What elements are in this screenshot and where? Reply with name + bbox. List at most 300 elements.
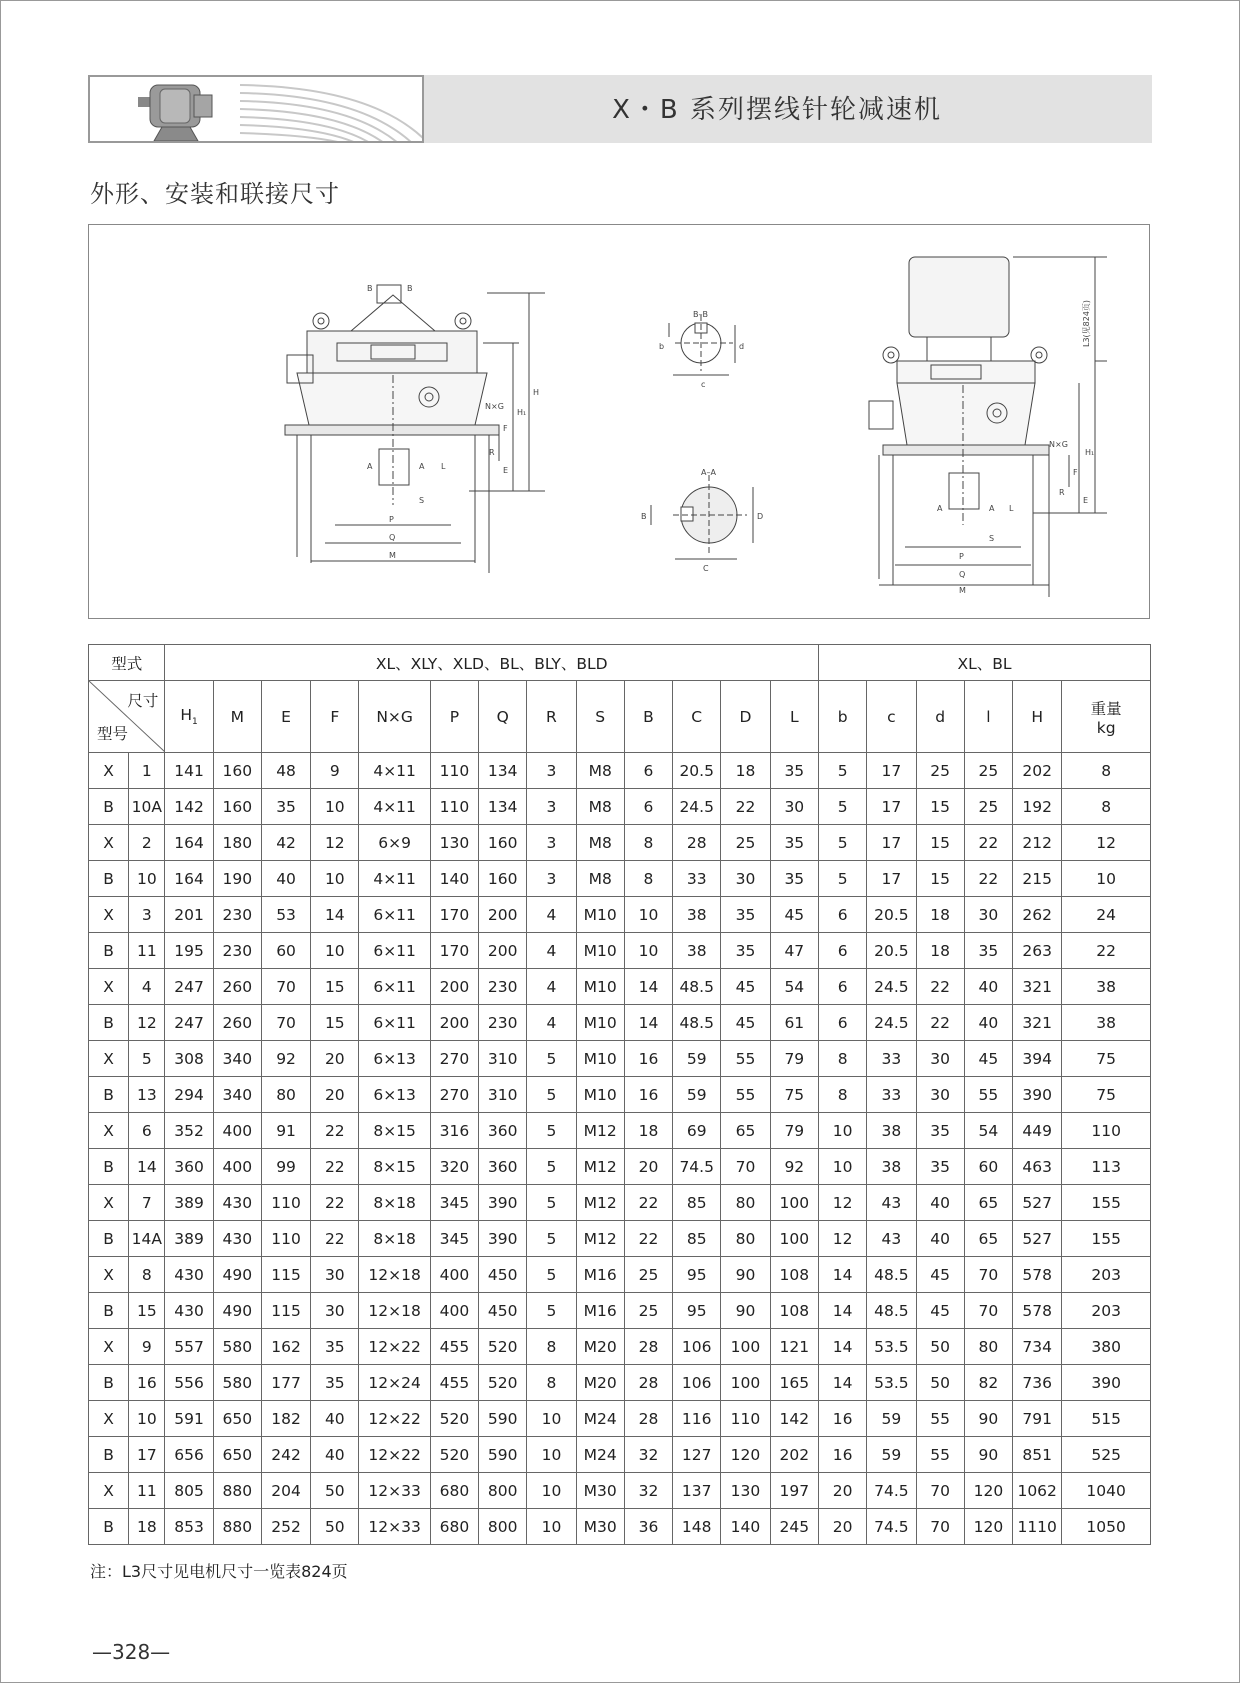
table-cell: 33 [673,861,721,897]
table-cell: 45 [964,1041,1012,1077]
table-row [89,1293,1151,1329]
table-cell: 212 [1013,825,1062,861]
col-header: D [721,681,770,753]
table-cell: 5 [819,789,867,825]
table-cell: 48 [261,753,310,789]
table-cell: 108 [770,1257,818,1293]
table-cell: B [89,1365,129,1401]
table-cell: 6 [624,789,672,825]
table-cell: 120 [964,1509,1012,1545]
table-cell: 310 [479,1041,527,1077]
table-cell: B [89,1149,129,1185]
table-cell: M24 [576,1437,624,1473]
table-cell: M10 [576,1041,624,1077]
table-cell: 38 [867,1149,916,1185]
label-d: d [739,342,745,351]
table-cell: 127 [673,1437,721,1473]
table-cell: X [89,1257,129,1293]
table-cell: 54 [964,1113,1012,1149]
table-cell: 35 [311,1365,359,1401]
table-cell: 20 [819,1509,867,1545]
table-cell: 310 [479,1077,527,1113]
table-cell: 80 [964,1329,1012,1365]
table-cell: 12×22 [359,1401,430,1437]
table-cell: 12×22 [359,1437,430,1473]
table-cell: 656 [165,1437,213,1473]
table-cell: 5 [527,1113,576,1149]
table-cell: 680 [430,1473,478,1509]
col-header: L [770,681,818,753]
col-header: d [916,681,964,753]
table-cell: 390 [1013,1077,1062,1113]
page-title: X・B 系列摆线针轮减速机 [612,95,942,125]
table-cell: 140 [721,1509,770,1545]
table-cell: 430 [165,1293,213,1329]
banner-logo-panel [88,75,424,143]
dimension-table [88,644,1151,1545]
table-cell: 55 [916,1401,964,1437]
table-cell: 14 [624,969,672,1005]
table-cell: M12 [576,1185,624,1221]
label-c: c [701,380,706,389]
label-A-right-right: A [989,504,995,513]
table-cell: 791 [1013,1401,1062,1437]
table-cell: 50 [916,1329,964,1365]
table-cell: 59 [867,1437,916,1473]
table-cell: 2 [129,825,165,861]
table-cell: 142 [770,1401,818,1437]
label-P-right: P [959,552,964,561]
table-cell: 5 [527,1149,576,1185]
label-A-left: A [367,462,373,471]
table-cell: 6 [624,753,672,789]
table-cell: 30 [311,1293,359,1329]
table-cell: M30 [576,1509,624,1545]
table-cell: 230 [213,897,261,933]
table-cell: 116 [673,1401,721,1437]
table-cell: 80 [261,1077,310,1113]
table-cell: 880 [213,1509,261,1545]
table-cell: 320 [430,1149,478,1185]
table-cell: 110 [721,1401,770,1437]
table-cell: 65 [721,1113,770,1149]
table-cell: 90 [721,1293,770,1329]
table-cell: 650 [213,1437,261,1473]
table-cell: 12×33 [359,1509,430,1545]
table-cell: 33 [867,1077,916,1113]
table-cell: 48.5 [867,1257,916,1293]
table-cell: 134 [479,753,527,789]
table-cell: 270 [430,1041,478,1077]
label-L3: L3(见824页) [1082,299,1091,347]
table-cell: 180 [213,825,261,861]
table-cell: 110 [261,1185,310,1221]
table-cell: 80 [721,1185,770,1221]
table-cell: 245 [770,1509,818,1545]
table-cell: 15 [129,1293,165,1329]
table-cell: 260 [213,1005,261,1041]
table-cell: 28 [624,1365,672,1401]
table-cell: 55 [721,1077,770,1113]
table-row [89,933,1151,969]
table-cell: 6 [819,897,867,933]
table-cell: 60 [964,1149,1012,1185]
table-cell: 5 [527,1041,576,1077]
table-cell: 6×11 [359,897,430,933]
table-cell: 15 [916,861,964,897]
table-cell: 5 [819,825,867,861]
table-cell: 734 [1013,1329,1062,1365]
table-cell: 6×13 [359,1041,430,1077]
table-cell: 100 [770,1221,818,1257]
label-AA: A–A [701,468,716,477]
table-cell: 650 [213,1401,261,1437]
table-cell: 24 [1062,897,1151,933]
table-cell: 3 [527,753,576,789]
header-banner [88,75,1152,143]
col-header: N×G [359,681,430,753]
table-cell: 43 [867,1185,916,1221]
table-cell: 10 [624,897,672,933]
table-cell: 177 [261,1365,310,1401]
table-cell: 14A [129,1221,165,1257]
table-cell: 450 [479,1293,527,1329]
table-cell: 92 [261,1041,310,1077]
table-cell: 16 [129,1365,165,1401]
table-row [89,1185,1151,1221]
table-cell: 48.5 [673,1005,721,1041]
table-cell: 110 [1062,1113,1151,1149]
table-cell: 50 [311,1509,359,1545]
table-cell: 70 [916,1509,964,1545]
table-cell: 380 [1062,1329,1151,1365]
corner-label-model: 型号 [97,725,129,743]
table-cell: 35 [770,861,818,897]
table-cell: 12 [1062,825,1151,861]
table-cell: 8 [624,825,672,861]
table-cell: 45 [721,969,770,1005]
table-cell: M12 [576,1113,624,1149]
table-cell: 557 [165,1329,213,1365]
table-cell: 121 [770,1329,818,1365]
table-cell: 202 [770,1437,818,1473]
table-cell: 30 [311,1257,359,1293]
table-cell: 65 [964,1221,1012,1257]
table-cell: 40 [261,861,310,897]
table-cell: 580 [213,1365,261,1401]
table-cell: 851 [1013,1437,1062,1473]
table-cell: 247 [165,969,213,1005]
table-cell: 79 [770,1041,818,1077]
table-cell: 12 [311,825,359,861]
table-row [89,861,1151,897]
table-cell: M16 [576,1257,624,1293]
table-cell: 340 [213,1041,261,1077]
table-row [89,1113,1151,1149]
table-row [89,1077,1151,1113]
table-cell: 90 [721,1257,770,1293]
table-cell: 515 [1062,1401,1151,1437]
table-cell: 527 [1013,1185,1062,1221]
table-cell: 55 [916,1437,964,1473]
table-cell: 5 [527,1257,576,1293]
type-header: 型式 [89,645,165,681]
col-header: l [964,681,1012,753]
col-header: E [261,681,310,753]
table-cell: 321 [1013,1005,1062,1041]
table-cell: 20 [311,1077,359,1113]
table-cell: 463 [1013,1149,1062,1185]
label-F: F [503,424,508,433]
label-B-section: B [641,512,647,521]
corner-header [89,681,165,753]
table-cell: 14 [819,1365,867,1401]
table-cell: 10 [527,1401,576,1437]
table-cell: 455 [430,1329,478,1365]
group-header-xl-bl: XL、BL [819,645,1151,681]
table-cell: 48.5 [867,1293,916,1329]
table-cell: 47 [770,933,818,969]
table-cell: 17 [129,1437,165,1473]
table-cell: 4 [129,969,165,1005]
col-header: Q [479,681,527,753]
table-cell: 155 [1062,1221,1151,1257]
col-header: C [673,681,721,753]
table-row [89,825,1151,861]
table-cell: 202 [1013,753,1062,789]
table-cell: 455 [430,1365,478,1401]
table-cell: 22 [721,789,770,825]
table-cell: 352 [165,1113,213,1149]
table-cell: M10 [576,933,624,969]
table-cell: 1110 [1013,1509,1062,1545]
table-cell: 35 [916,1149,964,1185]
table-cell: 5 [819,753,867,789]
table-cell: 6×11 [359,933,430,969]
table-cell: 74.5 [673,1149,721,1185]
table-cell: 12×22 [359,1329,430,1365]
table-cell: 59 [673,1077,721,1113]
table-cell: 340 [213,1077,261,1113]
table-cell: 345 [430,1185,478,1221]
table-cell: 1062 [1013,1473,1062,1509]
table-cell: 24.5 [867,1005,916,1041]
table-cell: 449 [1013,1113,1062,1149]
table-cell: 5 [527,1077,576,1113]
table-cell: 8×18 [359,1185,430,1221]
table-body [89,753,1151,1545]
table-cell: 230 [479,969,527,1005]
table-cell: 527 [1013,1221,1062,1257]
table-cell: X [89,1185,129,1221]
label-Q-right: Q [959,570,966,579]
label-L: L [441,462,446,471]
table-cell: 4 [527,897,576,933]
label-P: P [389,515,394,524]
table-cell: 79 [770,1113,818,1149]
table-cell: M30 [576,1473,624,1509]
table-cell: 38 [673,897,721,933]
table-cell: 800 [479,1509,527,1545]
table-cell: 17 [867,861,916,897]
table-cell: 15 [916,789,964,825]
table-cell: 100 [770,1185,818,1221]
table-cell: 16 [624,1041,672,1077]
table-cell: 360 [479,1149,527,1185]
table-cell: 805 [165,1473,213,1509]
table-cell: 8 [1062,753,1151,789]
table-cell: 155 [1062,1185,1151,1221]
table-cell: 8 [819,1041,867,1077]
table-cell: 45 [721,1005,770,1041]
table-cell: 134 [479,789,527,825]
table-row [89,1437,1151,1473]
page-number: —328— [92,1640,171,1664]
table-cell: 591 [165,1401,213,1437]
table-cell: 18 [721,753,770,789]
table-cell: 162 [261,1329,310,1365]
table-cell: 215 [1013,861,1062,897]
label-S: S [419,496,425,505]
table-cell: 40 [964,969,1012,1005]
table-cell: 580 [213,1329,261,1365]
table-cell: 160 [213,753,261,789]
col-header: b [819,681,867,753]
table-cell: X [89,753,129,789]
table-cell: 75 [1062,1041,1151,1077]
table-cell: 263 [1013,933,1062,969]
table-cell: 40 [311,1401,359,1437]
table-cell: M12 [576,1221,624,1257]
table-cell: 100 [721,1329,770,1365]
table-cell: 120 [721,1437,770,1473]
table-cell: 5 [527,1293,576,1329]
table-cell: 35 [721,897,770,933]
table-cell: 4×11 [359,789,430,825]
table-cell: 8×15 [359,1149,430,1185]
col-header: P [430,681,478,753]
table-cell: 32 [624,1473,672,1509]
table-cell: X [89,1329,129,1365]
table-cell: 8 [527,1329,576,1365]
table-cell: 55 [721,1041,770,1077]
table-cell: 8×18 [359,1221,430,1257]
label-C: C [703,564,709,573]
table-cell: 38 [673,933,721,969]
table-cell: 680 [430,1509,478,1545]
table-cell: 74.5 [867,1509,916,1545]
table-cell: M10 [576,969,624,1005]
table-cell: 25 [964,789,1012,825]
table-cell: 10 [819,1113,867,1149]
table-cell: M8 [576,789,624,825]
reducer-logo-icon [90,77,424,143]
table-cell: 33 [867,1041,916,1077]
table-cell: 25 [624,1257,672,1293]
table-cell: 8 [624,861,672,897]
table-cell: 10 [527,1473,576,1509]
table-cell: 200 [430,969,478,1005]
table-cell: 50 [311,1473,359,1509]
table-cell: 59 [673,1041,721,1077]
table-cell: 360 [165,1149,213,1185]
table-cell: 130 [721,1473,770,1509]
table-cell: 115 [261,1257,310,1293]
table-row [89,1005,1151,1041]
label-b: b [659,342,665,351]
table-cell: 28 [673,825,721,861]
table-cell: 6 [819,969,867,1005]
col-header: c [867,681,916,753]
table-cell: B [89,861,129,897]
banner-title-bar [388,75,1152,143]
table-row [89,753,1151,789]
table-cell: 45 [770,897,818,933]
table-cell: 6 [819,1005,867,1041]
table-cell: 16 [819,1437,867,1473]
table-cell: 137 [673,1473,721,1509]
table-cell: 35 [770,753,818,789]
table-cell: 108 [770,1293,818,1329]
label-F-right: F [1073,468,1078,477]
table-cell: 115 [261,1293,310,1329]
table-cell: 55 [964,1077,1012,1113]
table-cell: 53 [261,897,310,933]
table-cell: M8 [576,753,624,789]
table-cell: X [89,1041,129,1077]
table-cell: 90 [964,1401,1012,1437]
table-cell: 8 [819,1077,867,1113]
label-Q: Q [389,533,396,542]
table-cell: 92 [770,1149,818,1185]
table-cell: X [89,897,129,933]
table-cell: 35 [311,1329,359,1365]
table-cell: M10 [576,897,624,933]
table-cell: 160 [479,861,527,897]
table-cell: 110 [430,753,478,789]
table-cell: M16 [576,1293,624,1329]
table-cell: 53.5 [867,1365,916,1401]
table-cell: 6×9 [359,825,430,861]
table-cell: 578 [1013,1257,1062,1293]
table-cell: 30 [964,897,1012,933]
table-cell: 321 [1013,969,1062,1005]
label-B-right: B [407,284,413,293]
table-cell: 22 [311,1185,359,1221]
col-header: R [527,681,576,753]
table-cell: 430 [213,1221,261,1257]
table-cell: 54 [770,969,818,1005]
table-cell: 75 [770,1077,818,1113]
table-cell: 10 [624,933,672,969]
table-cell: X [89,1401,129,1437]
table-cell: 140 [430,861,478,897]
table-cell: 10 [527,1437,576,1473]
table-cell: 142 [165,789,213,825]
footnote: 注：L3尺寸见电机尺寸一览表824页 [90,1562,348,1581]
table-cell: 1050 [1062,1509,1151,1545]
table-cell: 12 [819,1185,867,1221]
table-cell: 4×11 [359,753,430,789]
table-cell: 82 [964,1365,1012,1401]
table-row [89,1257,1151,1293]
label-R: R [489,448,495,457]
table-cell: 10 [129,1401,165,1437]
table-cell: 490 [213,1293,261,1329]
table-cell: 12×18 [359,1293,430,1329]
table-cell: 389 [165,1221,213,1257]
table-cell: B [89,1077,129,1113]
